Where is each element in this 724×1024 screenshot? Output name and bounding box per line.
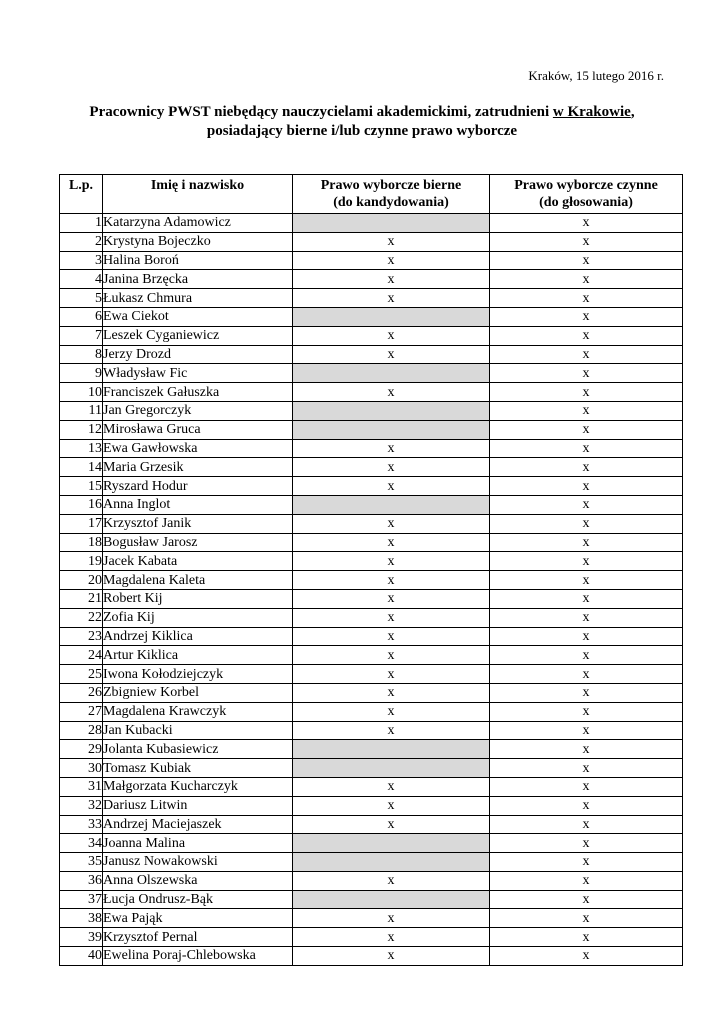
row-number: 22 xyxy=(60,608,103,627)
row-number: 26 xyxy=(60,683,103,702)
table-row xyxy=(60,326,683,345)
row-name: Jan Gregorczyk xyxy=(103,401,293,420)
table-row xyxy=(60,495,683,514)
row-name: Ewa Ciekot xyxy=(103,307,293,326)
row-passive-right: x xyxy=(293,589,490,608)
row-number: 39 xyxy=(60,928,103,947)
row-passive-right: x xyxy=(293,326,490,345)
row-name: Bogusław Jarosz xyxy=(103,533,293,552)
row-active-right: x xyxy=(490,401,683,420)
staff-table xyxy=(59,174,683,966)
row-name: Łucja Ondrusz-Bąk xyxy=(103,890,293,909)
row-active-right: x xyxy=(490,214,683,233)
row-active-right: x xyxy=(490,439,683,458)
row-active-right: x xyxy=(490,552,683,571)
row-active-right: x xyxy=(490,777,683,796)
row-name: Jolanta Kubasiewicz xyxy=(103,740,293,759)
table-row xyxy=(60,533,683,552)
table-row xyxy=(60,420,683,439)
row-number: 25 xyxy=(60,665,103,684)
row-active-right: x xyxy=(490,571,683,590)
table-row xyxy=(60,232,683,251)
row-active-right: x xyxy=(490,740,683,759)
row-name: Franciszek Gałuszka xyxy=(103,383,293,402)
title-underlined: w Krakowie xyxy=(552,104,631,120)
row-passive-right: x xyxy=(293,270,490,289)
row-number: 40 xyxy=(60,947,103,966)
row-active-right: x xyxy=(490,646,683,665)
row-passive-right: x xyxy=(293,665,490,684)
row-active-right: x xyxy=(490,796,683,815)
row-passive-right xyxy=(293,364,490,383)
row-active-right: x xyxy=(490,759,683,778)
table-row xyxy=(60,627,683,646)
row-number: 11 xyxy=(60,401,103,420)
row-number: 19 xyxy=(60,552,103,571)
header-active-right: Prawo wyborcze czynne (do głosowania) xyxy=(490,175,683,214)
row-passive-right xyxy=(293,853,490,872)
row-number: 31 xyxy=(60,777,103,796)
row-number: 13 xyxy=(60,439,103,458)
table-row xyxy=(60,251,683,270)
table-row xyxy=(60,552,683,571)
header-passive-right: Prawo wyborcze bierne (do kandydowania) xyxy=(293,175,490,214)
table-row xyxy=(60,571,683,590)
row-active-right: x xyxy=(490,683,683,702)
table-row xyxy=(60,214,683,233)
row-passive-right: x xyxy=(293,702,490,721)
row-number: 32 xyxy=(60,796,103,815)
table-row xyxy=(60,364,683,383)
table-row xyxy=(60,834,683,853)
table-row xyxy=(60,458,683,477)
row-active-right: x xyxy=(490,533,683,552)
row-active-right: x xyxy=(490,326,683,345)
row-number: 2 xyxy=(60,232,103,251)
row-number: 5 xyxy=(60,289,103,308)
row-number: 12 xyxy=(60,420,103,439)
table-row xyxy=(60,909,683,928)
row-active-right: x xyxy=(490,665,683,684)
row-active-right: x xyxy=(490,251,683,270)
table-row xyxy=(60,721,683,740)
row-name: Katarzyna Adamowicz xyxy=(103,214,293,233)
table-header-row xyxy=(60,175,683,214)
row-active-right: x xyxy=(490,702,683,721)
document-title xyxy=(0,103,724,141)
title-part-2: , xyxy=(630,104,635,120)
table-row xyxy=(60,289,683,308)
row-number: 14 xyxy=(60,458,103,477)
row-number: 3 xyxy=(60,251,103,270)
row-passive-right xyxy=(293,759,490,778)
table-row xyxy=(60,777,683,796)
row-number: 16 xyxy=(60,495,103,514)
row-name: Robert Kij xyxy=(103,589,293,608)
row-name: Mirosława Gruca xyxy=(103,420,293,439)
row-active-right: x xyxy=(490,232,683,251)
row-passive-right: x xyxy=(293,514,490,533)
row-number: 8 xyxy=(60,345,103,364)
row-name: Ewelina Poraj-Chlebowska xyxy=(103,947,293,966)
table-row xyxy=(60,589,683,608)
title-part-1: Pracownicy PWST niebędący nauczycielami akademickimi, zatrudnieni xyxy=(89,104,553,120)
row-passive-right: x xyxy=(293,289,490,308)
row-passive-right: x xyxy=(293,477,490,496)
row-passive-right: x xyxy=(293,345,490,364)
row-active-right: x xyxy=(490,307,683,326)
row-active-right: x xyxy=(490,458,683,477)
row-passive-right xyxy=(293,307,490,326)
row-name: Anna Olszewska xyxy=(103,871,293,890)
row-name: Ryszard Hodur xyxy=(103,477,293,496)
row-name: Ewa Pająk xyxy=(103,909,293,928)
row-name: Joanna Malina xyxy=(103,834,293,853)
row-passive-right xyxy=(293,401,490,420)
row-name: Dariusz Litwin xyxy=(103,796,293,815)
row-passive-right: x xyxy=(293,928,490,947)
row-number: 30 xyxy=(60,759,103,778)
table-row xyxy=(60,345,683,364)
table-row xyxy=(60,477,683,496)
row-number: 20 xyxy=(60,571,103,590)
row-active-right: x xyxy=(490,909,683,928)
row-number: 36 xyxy=(60,871,103,890)
row-name: Tomasz Kubiak xyxy=(103,759,293,778)
row-name: Zbigniew Korbel xyxy=(103,683,293,702)
row-name: Jacek Kabata xyxy=(103,552,293,571)
row-passive-right: x xyxy=(293,947,490,966)
row-name: Magdalena Krawczyk xyxy=(103,702,293,721)
header-name: Imię i nazwisko xyxy=(103,175,293,214)
table-row xyxy=(60,740,683,759)
row-name: Maria Grzesik xyxy=(103,458,293,477)
table-body xyxy=(60,214,683,966)
table-row xyxy=(60,815,683,834)
table-row xyxy=(60,928,683,947)
row-passive-right: x xyxy=(293,439,490,458)
row-passive-right xyxy=(293,214,490,233)
table-row xyxy=(60,702,683,721)
row-name: Łukasz Chmura xyxy=(103,289,293,308)
row-number: 33 xyxy=(60,815,103,834)
row-name: Janusz Nowakowski xyxy=(103,853,293,872)
title-line-2: posiadający bierne i/lub czynne prawo wyborcze xyxy=(206,123,518,139)
row-passive-right: x xyxy=(293,646,490,665)
table-row xyxy=(60,796,683,815)
row-name: Krzysztof Janik xyxy=(103,514,293,533)
row-number: 4 xyxy=(60,270,103,289)
row-name: Ewa Gawłowska xyxy=(103,439,293,458)
row-name: Jerzy Drozd xyxy=(103,345,293,364)
row-active-right: x xyxy=(490,890,683,909)
row-passive-right: x xyxy=(293,721,490,740)
row-passive-right: x xyxy=(293,383,490,402)
row-passive-right: x xyxy=(293,627,490,646)
table-row xyxy=(60,270,683,289)
row-active-right: x xyxy=(490,871,683,890)
table-row xyxy=(60,307,683,326)
row-active-right: x xyxy=(490,815,683,834)
row-name: Małgorzata Kucharczyk xyxy=(103,777,293,796)
row-active-right: x xyxy=(490,947,683,966)
row-passive-right xyxy=(293,890,490,909)
table-row xyxy=(60,439,683,458)
title-line-1 xyxy=(0,103,724,122)
row-active-right: x xyxy=(490,495,683,514)
row-passive-right: x xyxy=(293,871,490,890)
table-row xyxy=(60,871,683,890)
row-passive-right: x xyxy=(293,608,490,627)
row-passive-right: x xyxy=(293,796,490,815)
row-name: Iwona Kołodziejczyk xyxy=(103,665,293,684)
row-name: Krzysztof Pernal xyxy=(103,928,293,947)
table-row xyxy=(60,514,683,533)
row-active-right: x xyxy=(490,289,683,308)
row-number: 7 xyxy=(60,326,103,345)
row-passive-right: x xyxy=(293,232,490,251)
row-active-right: x xyxy=(490,608,683,627)
row-name: Andrzej Maciejaszek xyxy=(103,815,293,834)
row-passive-right: x xyxy=(293,552,490,571)
row-name: Krystyna Bojeczko xyxy=(103,232,293,251)
row-passive-right: x xyxy=(293,909,490,928)
row-number: 27 xyxy=(60,702,103,721)
row-name: Leszek Cyganiewicz xyxy=(103,326,293,345)
row-name: Andrzej Kiklica xyxy=(103,627,293,646)
row-number: 18 xyxy=(60,533,103,552)
row-number: 15 xyxy=(60,477,103,496)
row-number: 38 xyxy=(60,909,103,928)
row-number: 10 xyxy=(60,383,103,402)
row-number: 21 xyxy=(60,589,103,608)
document-date: Kraków, 15 lutego 2016 r. xyxy=(528,68,664,83)
row-name: Anna Inglot xyxy=(103,495,293,514)
row-active-right: x xyxy=(490,364,683,383)
row-active-right: x xyxy=(490,853,683,872)
row-active-right: x xyxy=(490,270,683,289)
row-number: 37 xyxy=(60,890,103,909)
row-active-right: x xyxy=(490,345,683,364)
row-active-right: x xyxy=(490,627,683,646)
row-name: Halina Boroń xyxy=(103,251,293,270)
row-active-right: x xyxy=(490,721,683,740)
row-passive-right: x xyxy=(293,683,490,702)
row-passive-right: x xyxy=(293,251,490,270)
row-name: Artur Kiklica xyxy=(103,646,293,665)
row-active-right: x xyxy=(490,589,683,608)
row-number: 17 xyxy=(60,514,103,533)
row-number: 1 xyxy=(60,214,103,233)
table-row xyxy=(60,401,683,420)
row-name: Władysław Fic xyxy=(103,364,293,383)
row-passive-right: x xyxy=(293,458,490,477)
row-passive-right: x xyxy=(293,777,490,796)
row-passive-right xyxy=(293,420,490,439)
table-row xyxy=(60,890,683,909)
row-number: 29 xyxy=(60,740,103,759)
table-row xyxy=(60,383,683,402)
row-name: Janina Brzęcka xyxy=(103,270,293,289)
row-active-right: x xyxy=(490,477,683,496)
row-number: 6 xyxy=(60,307,103,326)
table-row xyxy=(60,853,683,872)
row-number: 28 xyxy=(60,721,103,740)
row-name: Zofia Kij xyxy=(103,608,293,627)
row-number: 23 xyxy=(60,627,103,646)
table-row xyxy=(60,646,683,665)
row-passive-right: x xyxy=(293,815,490,834)
row-active-right: x xyxy=(490,928,683,947)
row-number: 34 xyxy=(60,834,103,853)
header-lp: L.p. xyxy=(60,175,103,214)
row-active-right: x xyxy=(490,420,683,439)
table-row xyxy=(60,608,683,627)
row-passive-right: x xyxy=(293,533,490,552)
table-row xyxy=(60,759,683,778)
row-name: Magdalena Kaleta xyxy=(103,571,293,590)
row-active-right: x xyxy=(490,514,683,533)
row-passive-right xyxy=(293,740,490,759)
row-passive-right xyxy=(293,495,490,514)
table-row xyxy=(60,947,683,966)
row-number: 24 xyxy=(60,646,103,665)
row-name: Jan Kubacki xyxy=(103,721,293,740)
row-number: 35 xyxy=(60,853,103,872)
row-number: 9 xyxy=(60,364,103,383)
row-passive-right xyxy=(293,834,490,853)
table-row xyxy=(60,665,683,684)
row-passive-right: x xyxy=(293,571,490,590)
row-active-right: x xyxy=(490,834,683,853)
table-row xyxy=(60,683,683,702)
row-active-right: x xyxy=(490,383,683,402)
